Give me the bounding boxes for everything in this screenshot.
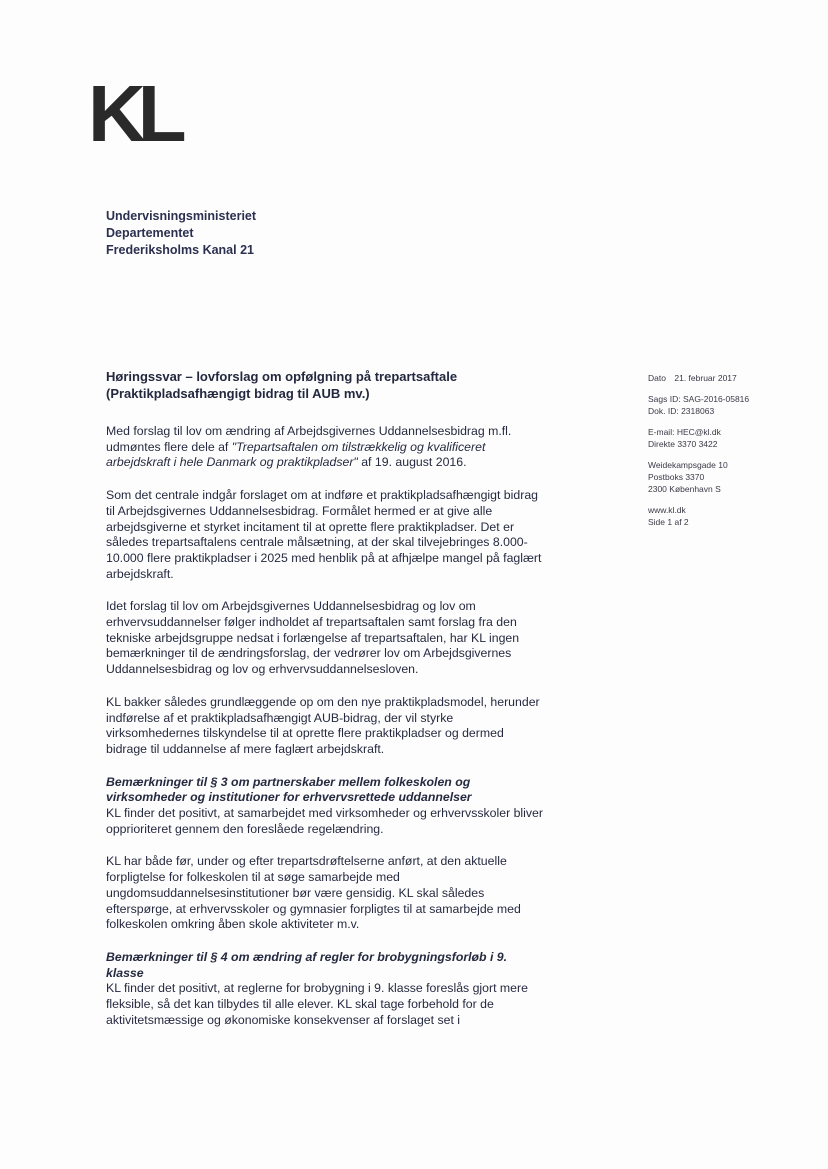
sags-id-label: Sags ID: [648,394,681,404]
recipient-line-3: Frederiksholms Kanal 21 [106,243,254,257]
id-block [648,393,778,417]
paragraph-1 [106,424,546,471]
paragraph-3: Idet forslag til lov om Arbejdsgivernes Uddannelsesbidrag og lov om erhvervsuddannelser følger indholdet af trepartsaftalen samt forslag fra den tekniske arbejdsgruppe nedsat i forlængelse af trepartsaftalen, har KL ingen bemærkninger til de ændringsforslag, der vedrører lov om Arbejdsgivernes Uddannelsesbidrag og lov og erhvervsuddannelsesloven. [106,599,520,677]
section-heading-2: Bemærkninger til § 4 om ændring af regler for brobygningsforløb i 9. klasse [106,949,508,980]
recipient-address [106,208,256,259]
sags-id-value: SAG-2016-05816 [682,394,750,404]
paragraph-1-text-b: af 19. august 2016. [357,455,467,470]
letter-metadata-sidebar [648,372,778,537]
date-value: 21. februar 2017 [674,373,737,383]
paragraph-7: KL finder det positivt, at reglerne for brobygning i 9. klasse foreslås gjort mere fleksible, så det kan tilbydes til alle elever. KL skal tage forbehold for de aktivitetsmæssige og økonomiske konsekvenser af forslaget set i [106,981,528,1027]
website-link[interactable]: www.kl.dk [648,505,686,515]
paragraph-1-italic-title: "Trepartsaftalen om tilstrækkelig og kvalificeret arbejdskraft i hele Danmark og praktikpladser" [106,439,486,470]
paragraph-2: Som det centrale indgår forslaget om at indføre et praktikpladsafhængigt bidrag til Arbejdsgivernes Uddannelsesbidrag. Formålet hermed er at give alle arbejdsgiverne et styrket incitament til at oprette flere praktikpladser. Det er således trepartsaftalens centrale målsætning, at der skal tilvejebringes 8.000-10.000 flere praktikpladser i 2025 med henblik på at afhjælpe mangel på faglært arbejdskraft. [106,488,542,581]
direct-phone-label: Direkte [648,439,675,449]
recipient-line-2: Departementet [106,226,194,240]
paragraph-6: KL har både før, under og efter trepartsdrøftelserne anført, at den aktuelle forpligtelse for folkeskolen til at søge samarbejde med ungdomsuddannelsesinstitutioner bør være gensidig. KL skal således efterspørge, at erhvervsskoler og gymnasier forpligtes til at samarbejde med folkeskolen omkring åben skole aktiviteter m.v. [106,854,521,932]
dok-id-value: 2318063 [681,406,715,416]
paragraph-5: KL finder det positivt, at samarbejdet med virksomheder og erhvervsskoler bliver opprioriteret gennem den foreslåede regelændring. [106,806,543,836]
paragraph-4: KL bakker således grundlæggende op om den nye praktikpladsmodel, herunder indførelse af et praktikpladsafhængigt AUB-bidrag, der vil styrke virksomhedernes tilskyndelse til at oprette flere praktikpladser og dermed bidrage til uddannelse af mere faglært arbejdskraft. [106,694,540,756]
contact-block [648,426,778,450]
date-label: Dato [648,373,666,383]
letter-body [106,368,546,1046]
email-value[interactable]: HEC@kl.dk [676,427,721,437]
web-page-block [648,504,778,528]
address-line-1: Weidekampsgade 10 [648,460,728,470]
address-line-3: 2300 København S [648,484,721,494]
direct-phone-value: 3370 3422 [677,439,718,449]
address-line-2: Postboks 3370 [648,472,705,482]
recipient-line-1: Undervisningsministeriet [106,209,257,223]
date-block [648,372,778,384]
address-block [648,459,778,495]
page-number: Side 1 af 2 [648,517,689,527]
paragraph-1-text-a: Med forslag til lov om ændring af Arbejdsgivernes Uddannelsesbidrag m.fl. udmøntes flere dele af [106,424,512,454]
kl-logo: KL [88,69,179,158]
section-heading-1: Bemærkninger til § 3 om partnerskaber mellem folkeskolen og virksomheder og institutioner for erhvervsrettede uddannelser [106,774,472,805]
letter-subject: Høringssvar – lovforslag om opfølgning på trepartsaftale (Praktikpladsafhængigt bidrag til AUB mv.) [106,369,458,401]
email-label: E-mail: [648,427,675,437]
dok-id-label: Dok. ID: [648,406,679,416]
